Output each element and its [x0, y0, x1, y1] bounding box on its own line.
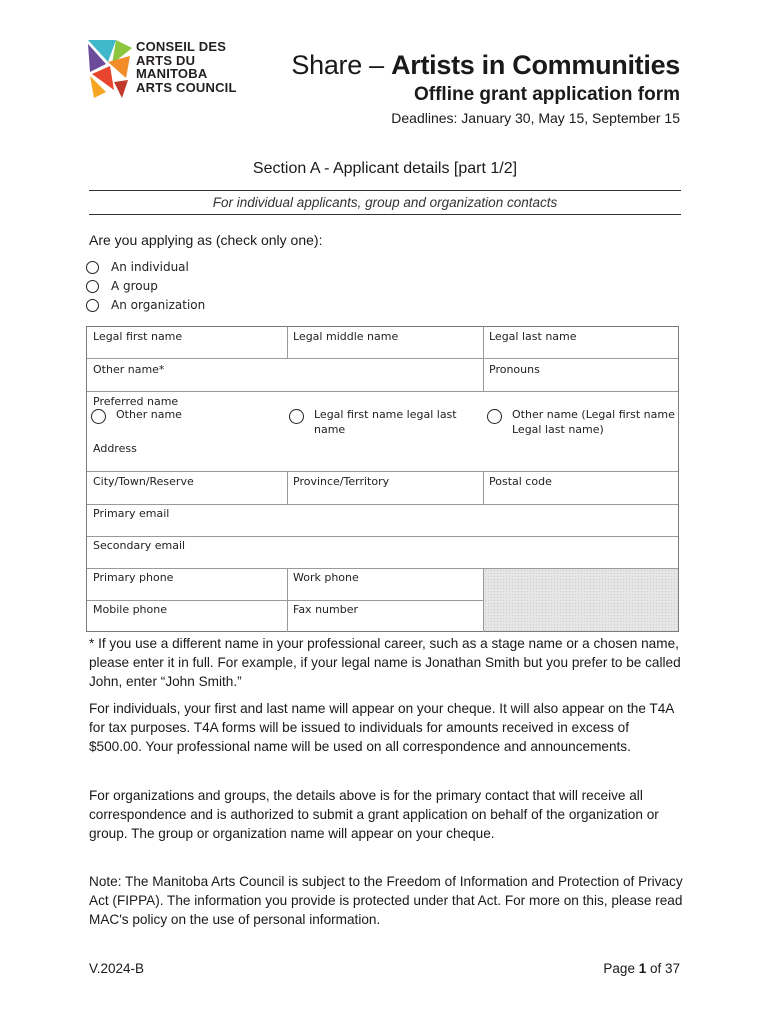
field-label: Postal code: [489, 475, 552, 488]
version-label: V.2024-B: [89, 961, 145, 976]
section-subtitle: For individual applicants, group and organization contacts: [212, 195, 558, 210]
divider: [89, 214, 681, 215]
other-name-field[interactable]: [87, 360, 483, 391]
radio-label: An individual: [111, 260, 189, 274]
applying-as-question: Are you applying as (check only one):: [89, 232, 323, 248]
paragraph-other-name-note: * If you use a different name in your professional career, such as a stage name or a chosen name, please enter it in full. For example, if your legal name is Jonathan Smith but you prefer to be called John, enter “John Smith.”: [89, 636, 681, 689]
radio-organization[interactable]: [86, 296, 205, 314]
radio-label: A group: [111, 279, 158, 293]
field-label: Legal first name: [93, 330, 183, 343]
primary-phone-field[interactable]: [87, 568, 287, 600]
logo-line: ARTS COUNCIL: [136, 79, 237, 95]
preferred-name-label: Preferred name: [93, 395, 179, 408]
city-field[interactable]: [87, 472, 287, 504]
secondary-email-field[interactable]: [87, 536, 678, 568]
radio-circle-icon[interactable]: [86, 299, 99, 312]
field-label: Other name*: [93, 363, 165, 376]
field-label: Legal last name: [489, 330, 577, 343]
pronouns-field[interactable]: [483, 360, 678, 391]
preferred-option-other-name[interactable]: [91, 407, 281, 424]
radio-group[interactable]: [86, 277, 158, 295]
title-light: Share –: [291, 50, 392, 80]
logo-mark-icon: [86, 38, 134, 100]
field-label: Primary email: [93, 507, 170, 520]
page-number: [603, 961, 680, 976]
mobile-phone-field[interactable]: [87, 600, 287, 632]
field-label: Fax number: [293, 603, 358, 616]
legal-last-name-field[interactable]: [483, 327, 678, 358]
page-title: [291, 50, 680, 81]
field-label: Legal middle name: [293, 330, 399, 343]
field-label: Pronouns: [489, 363, 540, 376]
preferred-option-legal-name[interactable]: [289, 407, 469, 437]
page-total: of 37: [646, 961, 680, 976]
page-subtitle: Offline grant application form: [413, 84, 680, 105]
work-phone-field[interactable]: [287, 568, 483, 600]
field-label: Work phone: [293, 571, 359, 584]
field-label: Address: [93, 442, 137, 455]
radio-circle-icon[interactable]: [289, 409, 304, 424]
logo-line: MANITOBA: [136, 66, 208, 81]
divider: [89, 190, 681, 191]
title-bold: Artists in Communities: [391, 50, 680, 80]
field-label: Mobile phone: [93, 603, 168, 616]
field-label: City/Town/Reserve: [93, 475, 194, 488]
section-title: Section A - Applicant details [part 1/2]: [252, 160, 518, 177]
radio-circle-icon[interactable]: [487, 409, 502, 424]
postal-code-field[interactable]: [483, 472, 678, 504]
manitoba-arts-council-logo: [86, 38, 246, 100]
radio-label: An organization: [111, 298, 206, 312]
option-label: Other name: [116, 408, 182, 421]
row-divider: [87, 358, 678, 359]
current-page: 1: [638, 961, 647, 976]
logo-wordmark: [136, 40, 237, 94]
radio-circle-icon[interactable]: [91, 409, 106, 424]
option-label: Legal first name legal last name: [314, 408, 457, 436]
radio-circle-icon[interactable]: [86, 280, 99, 293]
address-field[interactable]: [87, 439, 678, 471]
logo-line: ARTS DU: [136, 52, 196, 68]
fax-number-field[interactable]: [287, 600, 483, 632]
field-label: Province/Territory: [293, 475, 390, 488]
applicant-form-table: [86, 326, 679, 632]
logo-line: CONSEIL DES: [136, 39, 227, 54]
legal-first-name-field[interactable]: [87, 327, 287, 358]
legal-middle-name-field[interactable]: [287, 327, 483, 358]
field-label: Primary phone: [93, 571, 174, 584]
paragraph-individuals: For individuals, your first and last name will appear on your cheque. It will also appear on the T4A for tax purposes. T4A forms will be issued to individuals for amounts received in excess of $500.00. Your professional name will be used on all correspondence and announcements.: [89, 701, 674, 754]
disabled-cell: [484, 569, 678, 631]
field-label: Secondary email: [93, 539, 186, 552]
radio-individual[interactable]: [86, 258, 189, 276]
paragraph-organizations: For organizations and groups, the details above is for the primary contact that will receive all correspondence and is authorized to submit a grant application on behalf of the organization or group. The group or organization name will appear on your cheque.: [89, 788, 659, 841]
option-label: Other name (Legal first name Legal last name): [512, 408, 675, 436]
deadlines: Deadlines: January 30, May 15, September 15: [391, 110, 680, 126]
preferred-option-combined[interactable]: [487, 407, 675, 437]
radio-circle-icon[interactable]: [86, 261, 99, 274]
province-field[interactable]: [287, 472, 483, 504]
page-word: Page: [603, 961, 639, 976]
paragraph-fippa-note: Note: The Manitoba Arts Council is subject to the Freedom of Information and Protection of Privacy Act (FIPPA). The information you provide is protected under that Act. For more on this, please read MAC's policy on the use of personal information.: [89, 874, 683, 927]
primary-email-field[interactable]: [87, 504, 678, 536]
